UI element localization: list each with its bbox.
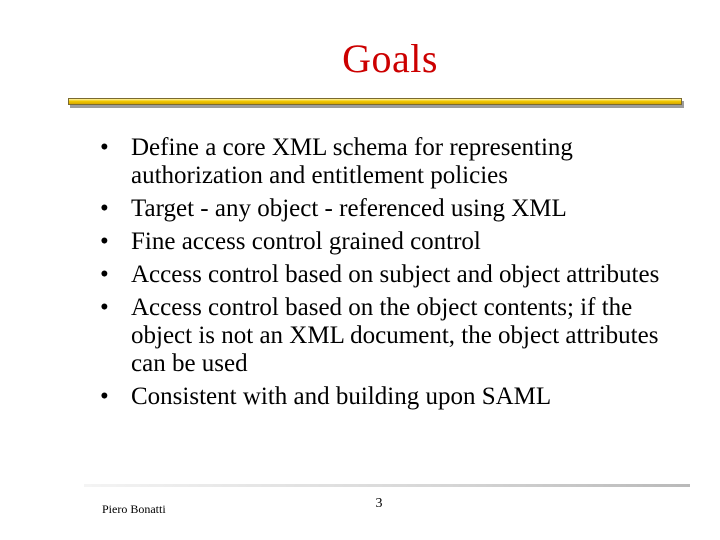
bullet-item bbox=[100, 294, 680, 378]
bullet-marker: • bbox=[100, 134, 109, 161]
bullet-marker: • bbox=[100, 228, 109, 255]
bullet-item bbox=[100, 261, 680, 289]
bullet-text: Fine access control grained control bbox=[131, 228, 481, 255]
title-underline-rule bbox=[68, 98, 682, 105]
footer-rule bbox=[84, 484, 690, 487]
slide-title: Goals bbox=[342, 36, 438, 81]
bullet-item bbox=[100, 134, 680, 190]
bullet-marker: • bbox=[100, 195, 109, 222]
bullet-text: Access control based on the object contents; if the object is not an XML document, the object attributes can be used bbox=[131, 294, 659, 377]
bullet-marker: • bbox=[100, 261, 109, 288]
bullet-list bbox=[100, 134, 680, 416]
bullet-text: Target - any object - referenced using XML bbox=[131, 195, 567, 222]
bullet-text: Consistent with and building upon SAML bbox=[131, 383, 552, 410]
page-number: 3 bbox=[375, 496, 383, 511]
bullet-item bbox=[100, 383, 680, 411]
bullet-marker: • bbox=[100, 383, 109, 410]
footer-author: Piero Bonatti bbox=[102, 502, 166, 516]
bullet-marker: • bbox=[100, 294, 109, 321]
bullet-item bbox=[100, 195, 680, 223]
bullet-text: Define a core XML schema for representing authorization and entitlement policies bbox=[131, 134, 573, 189]
bullet-item bbox=[100, 228, 680, 256]
bullet-text: Access control based on subject and object attributes bbox=[131, 261, 660, 288]
